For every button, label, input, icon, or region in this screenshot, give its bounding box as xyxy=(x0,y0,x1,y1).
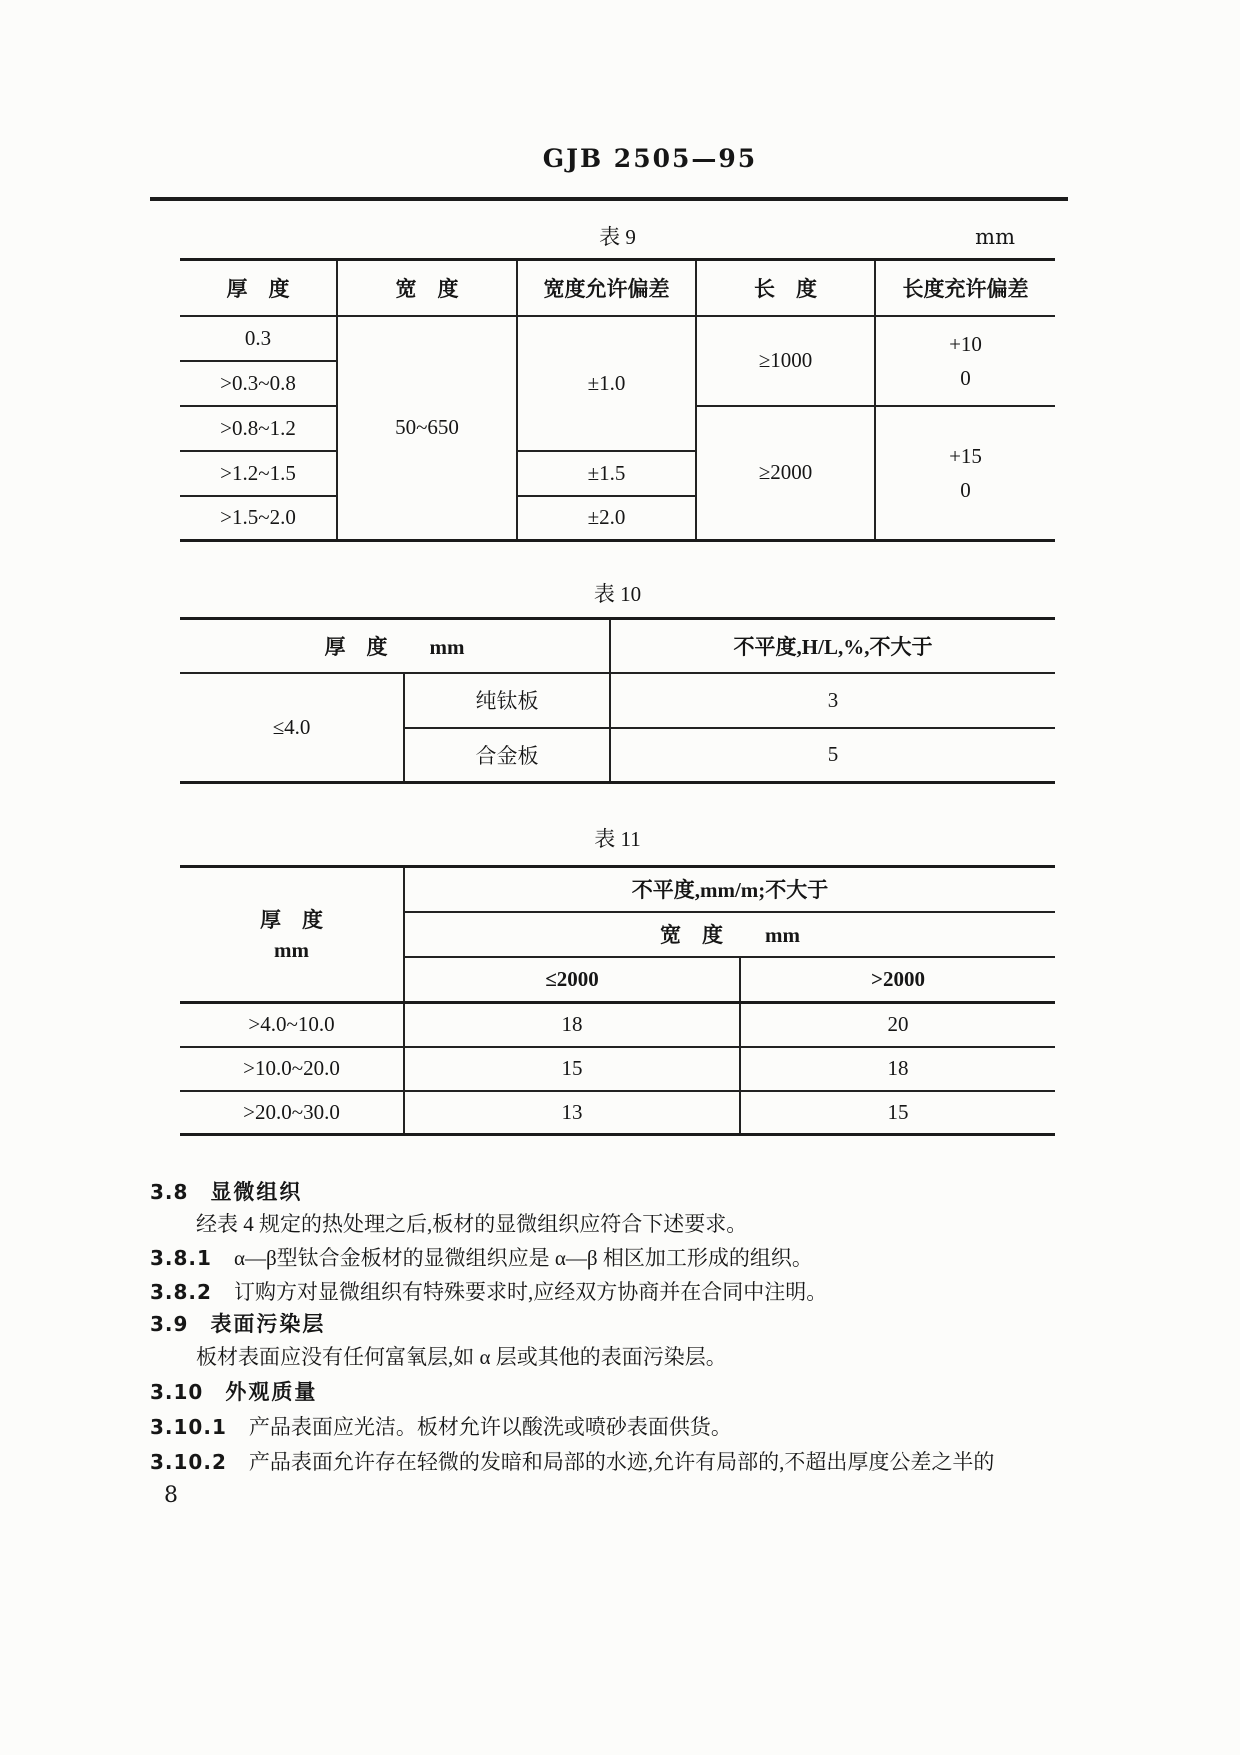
document-code: GJB 2505—95 xyxy=(542,144,758,173)
clause-number: 3.10.2 xyxy=(150,1450,227,1474)
table9-header-width: 宽 度 xyxy=(337,260,517,316)
flatness-value-cell: 15 xyxy=(404,1047,740,1091)
clause-3-8-heading xyxy=(150,1178,1095,1206)
clause-title: 表面污染层 xyxy=(210,1312,326,1336)
clause-number: 3.8 xyxy=(150,1180,189,1204)
clause-3-8-1 xyxy=(150,1244,1095,1272)
flatness-value-cell: 18 xyxy=(740,1047,1055,1091)
table11-header-flatness: 不平度,mm/m;不大于 xyxy=(404,867,1055,912)
table9-caption-row xyxy=(180,224,1055,250)
table9-header-width-tolerance: 宽度允许偏差 xyxy=(517,260,696,316)
length-cell: ≥2000 xyxy=(696,406,875,541)
thickness-cell: >4.0~10.0 xyxy=(180,1003,404,1047)
width-col-gt2000: >2000 xyxy=(740,957,1055,1003)
thickness-cell: 0.3 xyxy=(180,316,337,361)
thickness-label: 厚 度 xyxy=(260,907,323,932)
table11-row xyxy=(180,1003,1055,1047)
clause-text: 板材表面应没有任何富氧层,如 α 层或其他的表面污染层。 xyxy=(196,1345,727,1369)
table9-unit-label: mm xyxy=(975,225,1015,249)
thickness-cell: >0.3~0.8 xyxy=(180,361,337,406)
table11-caption: 表 11 xyxy=(594,827,641,851)
clause-3-8-2 xyxy=(150,1278,1095,1306)
clause-title: 显微组织 xyxy=(210,1180,303,1204)
flatness-value-cell: 5 xyxy=(610,728,1055,783)
thickness-cell: >0.8~1.2 xyxy=(180,406,337,451)
clause-text: 订购方对显微组织有特殊要求时,应经双方协商并在合同中注明。 xyxy=(233,1280,828,1304)
width-tolerance-cell: ±1.0 xyxy=(517,316,696,451)
thickness-cell: >1.2~1.5 xyxy=(180,451,337,496)
clause-3-9-heading xyxy=(150,1310,1095,1338)
tolerance-upper: +10 xyxy=(949,331,982,356)
flatness-value-cell: 13 xyxy=(404,1091,740,1135)
table9-header-thickness: 厚 度 xyxy=(180,260,337,316)
tolerance-upper: +15 xyxy=(949,443,982,468)
clause-number: 3.8.2 xyxy=(150,1280,212,1304)
thickness-cell: ≤4.0 xyxy=(180,673,404,783)
clause-number: 3.10 xyxy=(150,1380,204,1404)
clause-3-10-heading xyxy=(150,1378,1095,1406)
tolerance-lower: 0 xyxy=(960,365,971,390)
width-range-cell: 50~650 xyxy=(337,316,517,541)
clause-text: 产品表面允许存在轻微的发暗和局部的水迹,允许有局部的,不超出厚度公差之半的 xyxy=(248,1450,995,1474)
table11-header-width: 宽 度 mm xyxy=(404,912,1055,957)
length-cell: ≥1000 xyxy=(696,316,875,406)
thickness-cell: >10.0~20.0 xyxy=(180,1047,404,1091)
clause-title: 外观质量 xyxy=(225,1380,318,1404)
table11-caption-row xyxy=(180,826,1055,852)
clause-number: 3.10.1 xyxy=(150,1415,227,1439)
table9-row xyxy=(180,316,1055,361)
flatness-value-cell: 15 xyxy=(740,1091,1055,1135)
clause-text: 经表 4 规定的热处理之后,板材的显微组织应符合下述要求。 xyxy=(196,1212,748,1236)
page-number: 8 xyxy=(164,1483,178,1508)
table9-header-length: 长 度 xyxy=(696,260,875,316)
table11-row xyxy=(180,1047,1055,1091)
width-tolerance-cell: ±1.5 xyxy=(517,451,696,496)
table9-header-row xyxy=(180,260,1055,316)
thickness-unit: mm xyxy=(274,937,309,962)
table10-caption-row xyxy=(180,581,1055,607)
length-tolerance-cell xyxy=(875,406,1055,541)
clause-3-10-1 xyxy=(150,1413,1095,1441)
width-col-le2000: ≤2000 xyxy=(404,957,740,1003)
flatness-value-cell: 3 xyxy=(610,673,1055,728)
table11-header-row-1 xyxy=(180,867,1055,912)
clause-3-10-2 xyxy=(150,1448,1095,1476)
table9-header-length-tolerance: 长度充许偏差 xyxy=(875,260,1055,316)
clause-3-8-paragraph xyxy=(150,1210,1095,1238)
plate-type-cell: 纯钛板 xyxy=(404,673,610,728)
clause-text: α—β型钛合金板材的显微组织应是 α—β 相区加工形成的组织。 xyxy=(233,1246,813,1270)
clause-3-9-paragraph xyxy=(150,1343,1095,1371)
table10-header-row xyxy=(180,619,1055,673)
length-tolerance-cell xyxy=(875,316,1055,406)
clause-number: 3.8.1 xyxy=(150,1246,212,1270)
clause-number: 3.9 xyxy=(150,1312,189,1336)
header-rule xyxy=(150,197,1068,201)
table10-header-thickness: 厚 度 mm xyxy=(180,619,610,673)
thickness-cell: >20.0~30.0 xyxy=(180,1091,404,1135)
flatness-value-cell: 18 xyxy=(404,1003,740,1047)
flatness-value-cell: 20 xyxy=(740,1003,1055,1047)
table10-header-flatness: 不平度,H/L,%,不大于 xyxy=(610,619,1055,673)
thickness-cell: >1.5~2.0 xyxy=(180,496,337,541)
table10-caption: 表 10 xyxy=(593,582,642,606)
table-10 xyxy=(180,617,1055,784)
table11-row xyxy=(180,1091,1055,1135)
width-tolerance-cell: ±2.0 xyxy=(517,496,696,541)
table-11 xyxy=(180,865,1055,1136)
clause-text: 产品表面应光洁。板材允许以酸洗或喷砂表面供货。 xyxy=(248,1415,732,1439)
table11-header-thickness xyxy=(180,867,404,1003)
table-9 xyxy=(180,258,1055,542)
table10-row xyxy=(180,673,1055,728)
table9-caption: 表 9 xyxy=(599,225,636,249)
tolerance-lower: 0 xyxy=(960,477,971,502)
plate-type-cell: 合金板 xyxy=(404,728,610,783)
